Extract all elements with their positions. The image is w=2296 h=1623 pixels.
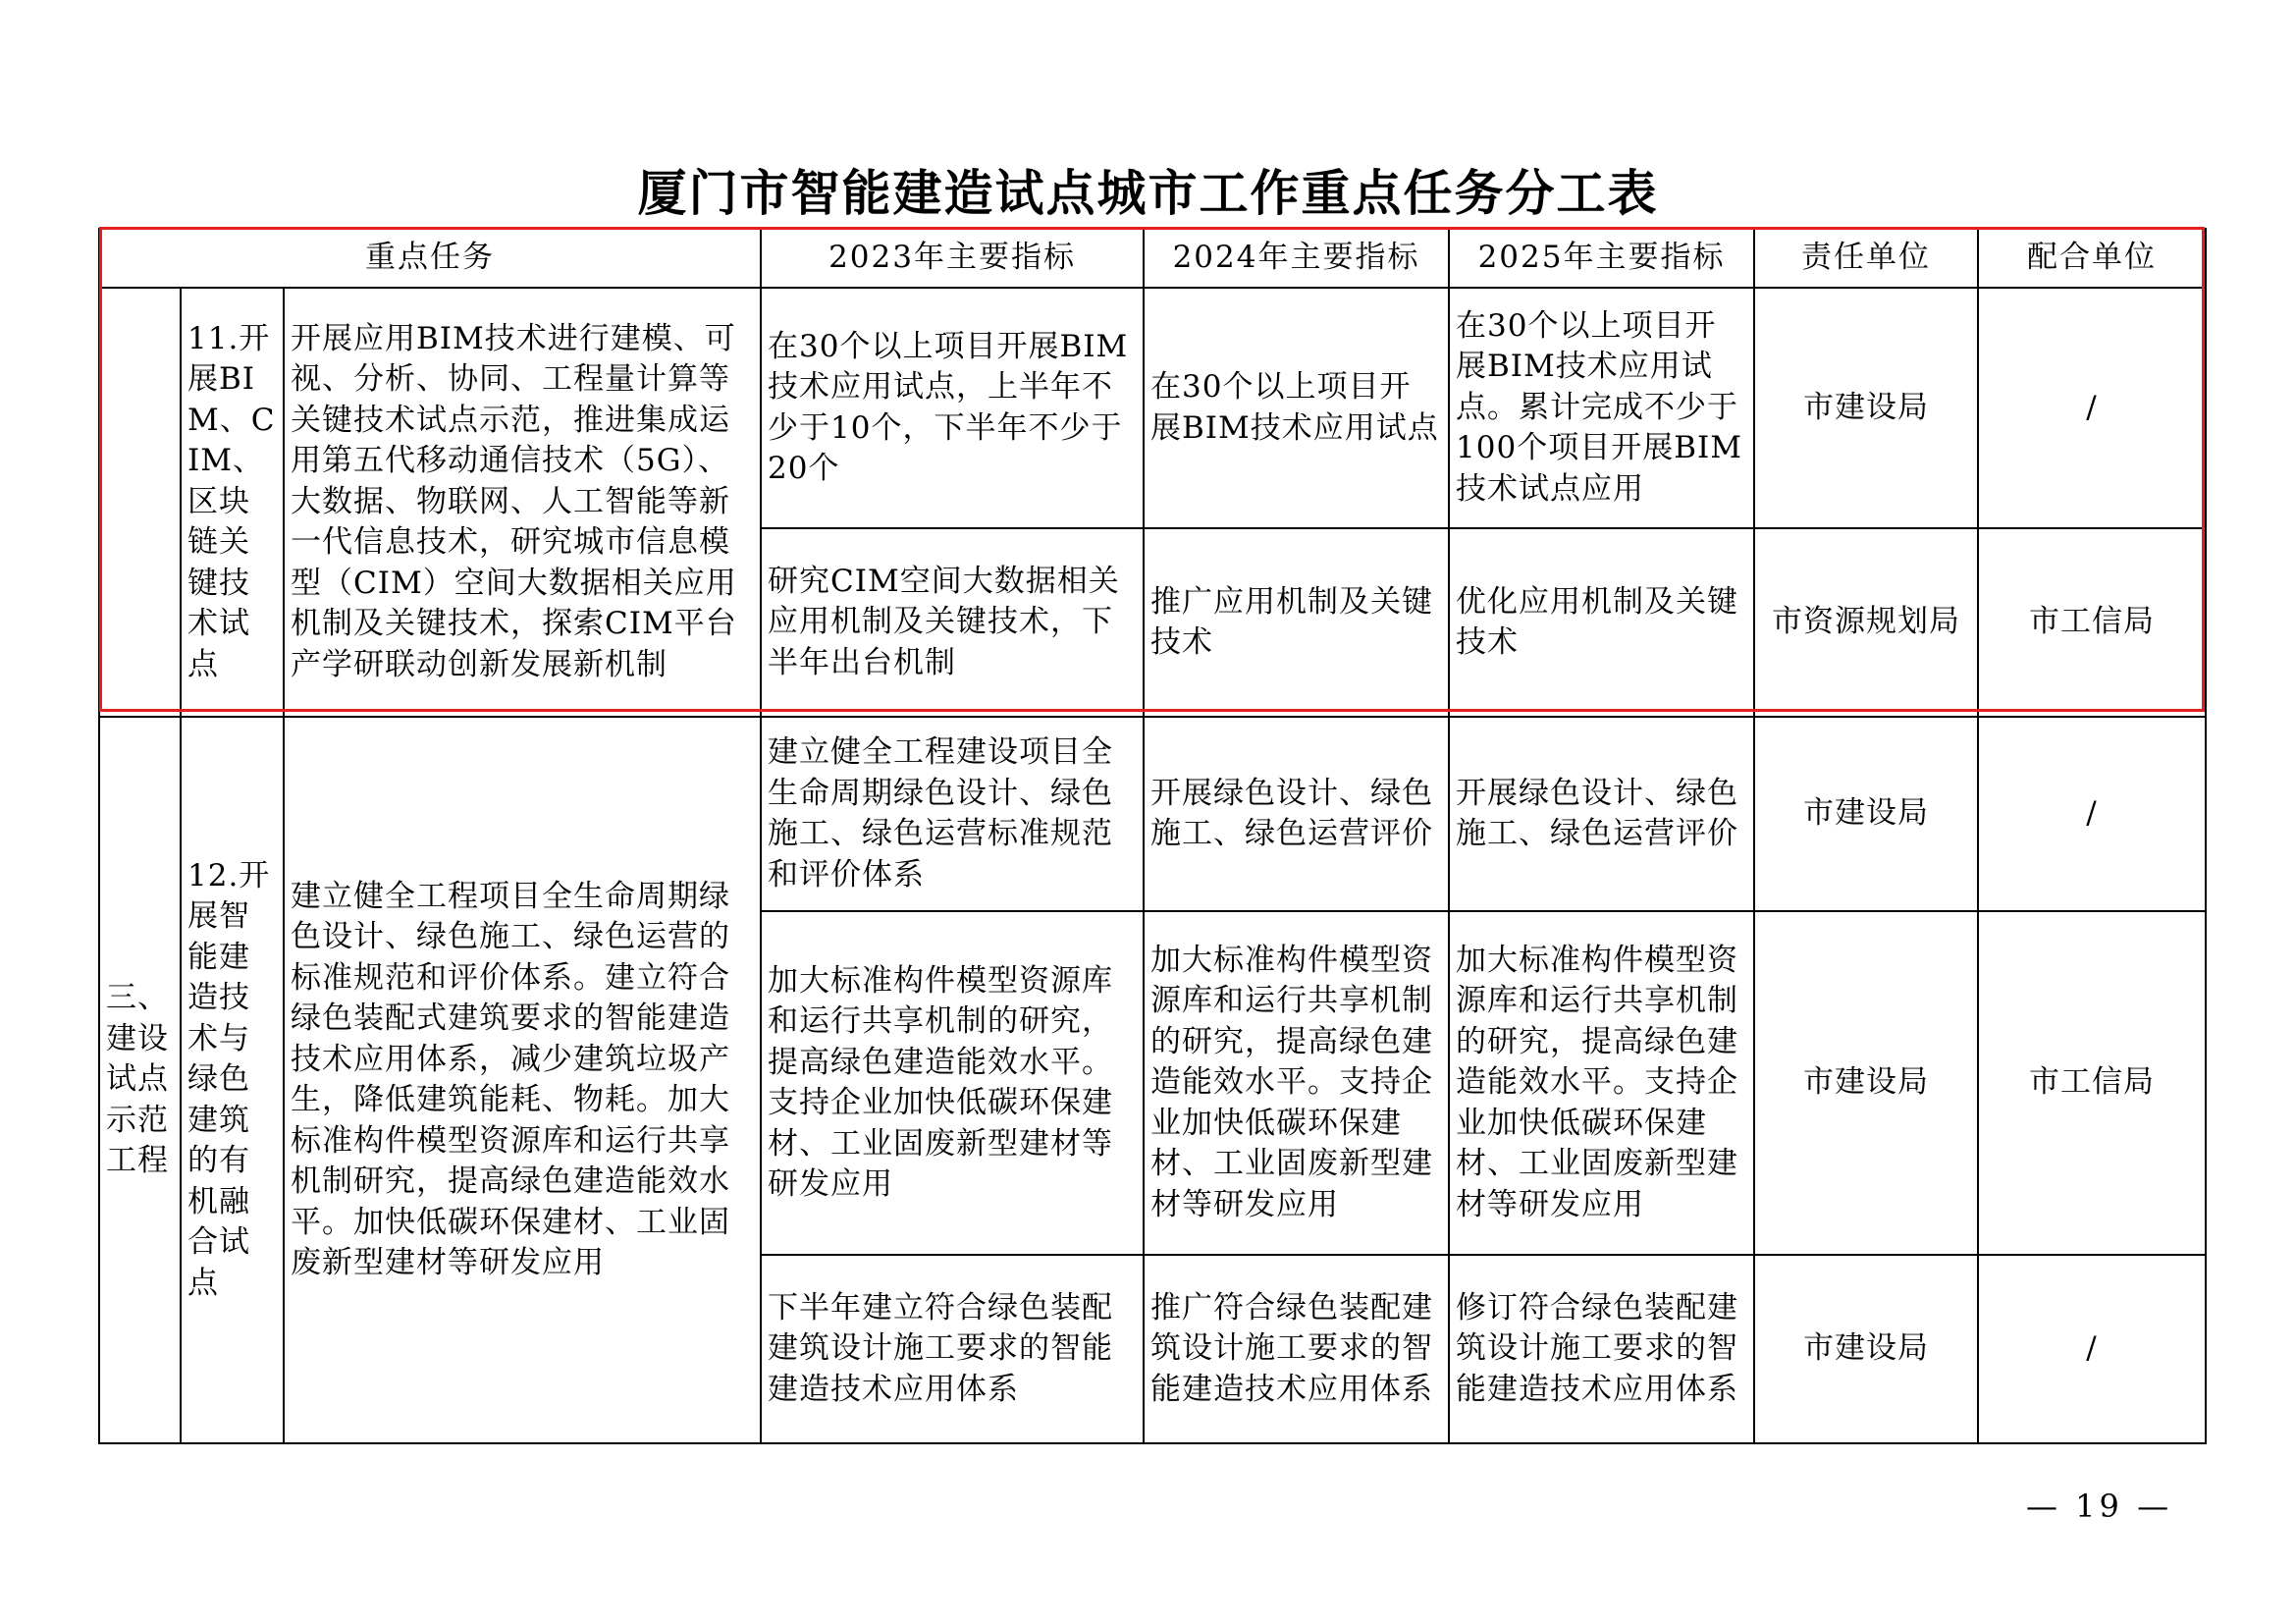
task-12-row3-2023: 下半年建立符合绿色装配建筑设计施工要求的智能建造技术应用体系 [761,1255,1144,1443]
task-11-row2-responsible: 市资源规划局 [1754,528,1978,717]
table-row [99,717,2206,911]
task-11-row2-cooperating: 市工信局 [1978,528,2206,717]
task-12-row2-2023: 加大标准构件模型资源库和运行共享机制的研究，提高绿色建造能效水平。支持企业加快低碳环保建材、工业固废新型建材等研发应用 [761,911,1144,1255]
header-2023: 2023年主要指标 [761,229,1144,288]
task-12-row1-2023: 建立健全工程建设项目全生命周期绿色设计、绿色施工、绿色运营标准规范和评价体系 [761,717,1144,911]
task-11-row2-2025: 优化应用机制及关键技术 [1449,528,1754,717]
task-11-row2-2024: 推广应用机制及关键技术 [1144,528,1449,717]
task-12-description: 建立健全工程项目全生命周期绿色设计、绿色施工、绿色运营的标准规范和评价体系。建立符合绿色装配式建筑要求的智能建造技术应用体系，减少建筑垃圾产生，降低建筑能耗、物耗。加大标准构件模型资源库和运行共享机制研究，提高绿色建造能效水平。加快低碳环保建材、工业固废新型建材等研发应用 [284,717,761,1443]
task-12-row1-2024: 开展绿色设计、绿色施工、绿色运营评价 [1144,717,1449,911]
task-12-row3-responsible: 市建设局 [1754,1255,1978,1443]
task-12-row3-2024: 推广符合绿色装配建筑设计施工要求的智能建造技术应用体系 [1144,1255,1449,1443]
page-number: — 19 — [2026,1488,2173,1525]
task-11-name: 11.开展BIM、CIM、区块链关键技术试点 [181,288,284,717]
task-12-row2-responsible: 市建设局 [1754,911,1978,1255]
task-11-row1-cooperating: / [1978,288,2206,528]
task-11-description: 开展应用BIM技术进行建模、可视、分析、协同、工程量计算等关键技术试点示范，推进集成运用第五代移动通信技术（5G）、大数据、物联网、人工智能等新一代信息技术，研究城市信息模型（CIM）空间大数据相关应用机制及关键技术，探索CIM平台产学研联动创新发展新机制 [284,288,761,717]
task-12-row2-2024: 加大标准构件模型资源库和运行共享机制的研究，提高绿色建造能效水平。支持企业加快低碳环保建材、工业固废新型建材等研发应用 [1144,911,1449,1255]
task-12-row1-cooperating: / [1978,717,2206,911]
task-12-row2-cooperating: 市工信局 [1978,911,2206,1255]
task-11-row2-2023: 研究CIM空间大数据相关应用机制及关键技术，下半年出台机制 [761,528,1144,717]
task-11-row1-2024: 在30个以上项目开展BIM技术应用试点 [1144,288,1449,528]
task-12-row3-cooperating: / [1978,1255,2206,1443]
task-12-name: 12.开展智能建造技术与绿色建筑的有机融合试点 [181,717,284,1443]
document-title: 厦门市智能建造试点城市工作重点任务分工表 [637,164,1659,222]
task-12-row1-responsible: 市建设局 [1754,717,1978,911]
task-12-row1-2025: 开展绿色设计、绿色施工、绿色运营评价 [1449,717,1754,911]
category-cell-empty [99,288,181,717]
task-12-row3-2025: 修订符合绿色装配建筑设计施工要求的智能建造技术应用体系 [1449,1255,1754,1443]
header-task: 重点任务 [99,229,761,288]
task-11-row1-2023: 在30个以上项目开展BIM技术应用试点，上半年不少于10个，下半年不少于20个 [761,288,1144,528]
task-11-row1-2025: 在30个以上项目开展BIM技术应用试点。累计完成不少于100个项目开展BIM技术试点应用 [1449,288,1754,528]
header-2025: 2025年主要指标 [1449,229,1754,288]
header-responsible: 责任单位 [1754,229,1978,288]
table-header-row [99,229,2206,288]
header-cooperating: 配合单位 [1978,229,2206,288]
header-2024: 2024年主要指标 [1144,229,1449,288]
task-12-row2-2025: 加大标准构件模型资源库和运行共享机制的研究，提高绿色建造能效水平。支持企业加快低碳环保建材、工业固废新型建材等研发应用 [1449,911,1754,1255]
table-row [99,288,2206,528]
task-11-row1-responsible: 市建设局 [1754,288,1978,528]
task-table [98,228,2207,1444]
category-3-cell: 三、建设试点示范工程 [99,717,181,1443]
